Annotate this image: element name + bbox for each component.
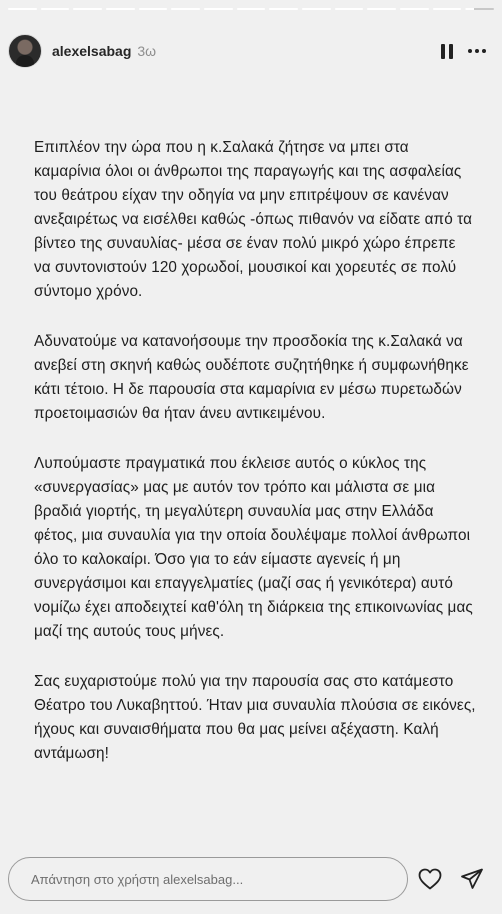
paragraph: Επιπλέον την ώρα που η κ.Σαλακά ζήτησε να μπει στα καμαρίνια όλοι οι άνθρωποι της παραγωγής και της ασφαλείας του θεάτρου είχαν την οδηγία να μην επιτρέψουν σε κανέναν ανεξαιρέτως να εισέλθει καθώς -όπως πιθανόν να είδατε από τα βίντεο της συναυλίας- μέσα σε έναν πολύ μικρό χώρο έπρεπε να συντονιστούν 120 χορωδοί, μουσικοί και χορευτές σε πολύ σύντομο χρόνο. [34, 139, 473, 300]
timestamp: 3ω [137, 43, 157, 59]
reply-input[interactable] [8, 857, 408, 901]
progress-segment [139, 8, 168, 10]
story-footer [8, 856, 492, 902]
progress-fill [465, 8, 474, 10]
progress-segment [73, 8, 102, 10]
progress-segment [465, 8, 494, 10]
progress-segment [8, 8, 37, 10]
reply-placeholder: Απάντηση στο χρήστη alexelsabag... [31, 871, 244, 887]
story-text-content [34, 136, 476, 792]
more-horizontal-icon [468, 49, 486, 53]
username[interactable]: alexelsabag [52, 43, 132, 59]
send-icon [460, 868, 484, 890]
progress-segment [335, 8, 364, 10]
progress-segment [237, 8, 266, 10]
story-header [8, 32, 492, 70]
share-button[interactable] [452, 859, 492, 899]
progress-segment [171, 8, 200, 10]
story-progress-bar [8, 8, 494, 10]
pause-icon [441, 44, 453, 59]
progress-segment [302, 8, 331, 10]
paragraph: Σας ευχαριστούμε πολύ για την παρουσία σας στο κατάμεστο Θέατρο του Λυκαβηττού. Ήταν μια συναυλία πλούσια σε εικόνες, ήχους και συναισθήματα που θα μας μείνει αξέχαστη. Καλή αντάμωση! [34, 673, 476, 762]
heart-icon [418, 868, 442, 890]
avatar[interactable] [8, 34, 42, 68]
paragraph: Αδυνατούμε να κατανοήσουμε την προσδοκία της κ.Σαλακά να ανεβεί στη σκηνή καθώς ουδέποτε συζητήθηκε ή συμφωνήθηκε κάτι τέτοιο. Η δε παρουσία στα καμαρίνια εν μέσω πυρετωδών προετοιμασιών θα ήταν άνευ αντικειμένου. [34, 333, 469, 422]
paragraph: Λυπούμαστε πραγματικά που έκλεισε αυτός ο κύκλος της «συνεργασίας» μας με αυτόν τον τρόπο και μάλιστα σε μια βραδιά γιορτής, τη μεγαλύτερη συναυλία μας στην Ελλάδα φέτος, μια συναυλία για την οποία δουλέψαμε πολλοί άνθρωποι όλο το καλοκαίρι. Όσο για το εάν είμαστε αγενείς ή μη συνεργάσιμοι και επαγγελματίες (μαζί σας ή γενικότερα) αυτό νομίζω έχει αποδειχτεί καθ'όλη τη διάρκεια της επικοινωνίας μας μαζί της αυτούς τους μήνες. [34, 455, 473, 640]
progress-segment [433, 8, 462, 10]
progress-segment [204, 8, 233, 10]
like-button[interactable] [410, 859, 450, 899]
pause-button[interactable] [432, 36, 462, 66]
progress-segment [400, 8, 429, 10]
progress-segment [367, 8, 396, 10]
progress-segment [41, 8, 70, 10]
progress-segment [269, 8, 298, 10]
more-options-button[interactable] [462, 36, 492, 66]
progress-segment [106, 8, 135, 10]
